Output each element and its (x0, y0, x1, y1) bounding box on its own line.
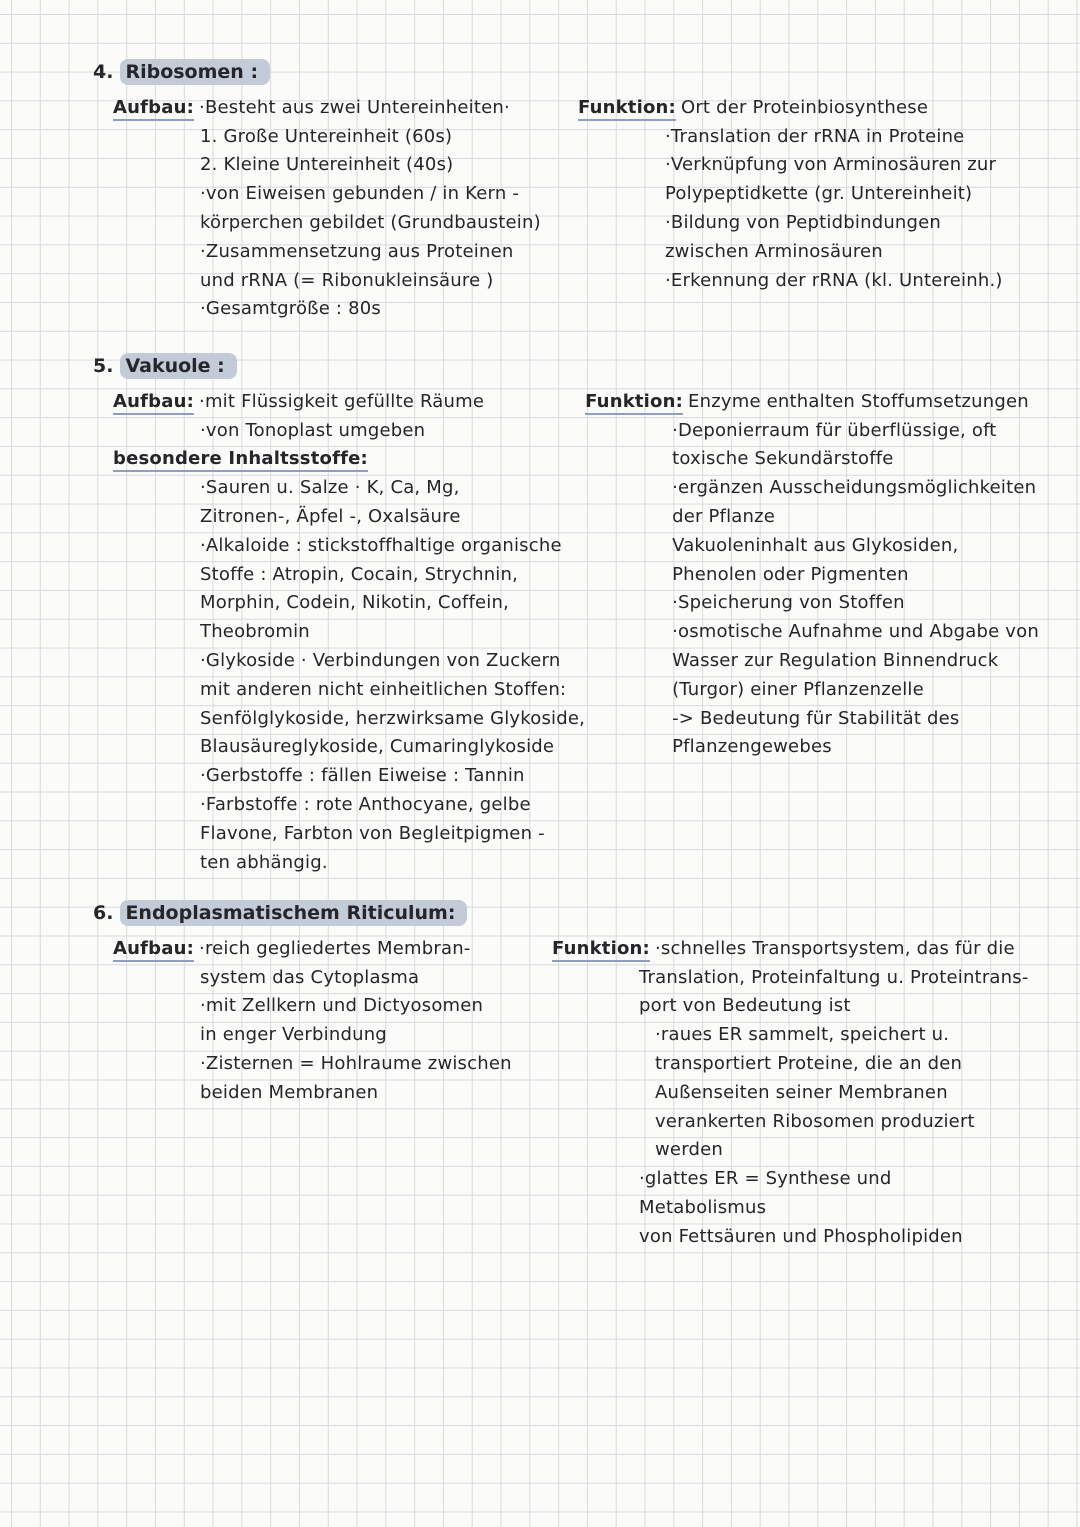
note-line: Polypeptidkette (gr. Untereinheit) (665, 183, 973, 205)
note-line: Außenseiten seiner Membranen (655, 1081, 948, 1103)
section-columns (113, 388, 1080, 878)
note-line: Stoffe : Atropin, Cocain, Strychnin, (200, 563, 519, 585)
note-line: Aufbau: ·mit Flüssigkeit gefüllte Räume (113, 388, 585, 417)
underlined-label: besondere Inhaltsstoffe: (113, 448, 368, 472)
note-line: Flavone, Farbton von Begleitpigmen - (200, 822, 545, 844)
note-line: Senfölglykoside, herzwirksame Glykoside, (200, 707, 586, 729)
note-line: Zitronen-, Äpfel -, Oxalsäure (200, 505, 461, 527)
section-number: 4. (93, 61, 114, 83)
note-line: port von Bedeutung ist (639, 995, 851, 1017)
note-line: ·Speicherung von Stoffen (672, 592, 905, 614)
note-line (113, 445, 585, 474)
note-line: Theobromin (200, 621, 310, 643)
section-number: 6. (93, 902, 114, 924)
note-line: ·Zisternen = Hohlraume zwischen (200, 1052, 512, 1074)
note-line: ·osmotische Aufnahme und Abgabe von (672, 621, 1039, 643)
highlighted-title: Endoplasmatischem Riticulum: (120, 900, 467, 926)
note-line: Funktion: ·schnelles Transportsystem, das für die (552, 935, 1080, 964)
note-line: Wasser zur Regulation Binnendruck (672, 649, 999, 671)
note-line: Phenolen oder Pigmenten (672, 563, 909, 585)
note-line: und rRNA (= Ribonukleinsäure ) (200, 269, 494, 291)
note-line: ten abhängig. (200, 851, 328, 873)
underlined-label: Funktion: (578, 97, 676, 121)
underlined-label: Aufbau: (113, 97, 194, 121)
note-line: ·Bildung von Peptidbindungen (665, 211, 942, 233)
note-line: in enger Verbindung (200, 1024, 387, 1046)
note-line: Aufbau: ·Besteht aus zwei Untereinheiten· (113, 94, 578, 123)
section-vakuole (0, 352, 1080, 877)
highlighted-title: Vakuole : (120, 353, 236, 379)
note-line: beiden Membranen (200, 1081, 379, 1103)
note-line: ·ergänzen Ausscheidungsmöglichkeiten (672, 477, 1037, 499)
note-line: mit anderen nicht einheitlichen Stoffen: (200, 678, 567, 700)
note-line: 2. Kleine Untereinheit (40s) (200, 154, 454, 176)
section-ribosomen (0, 58, 1080, 324)
note-line: ·von Eiweisen gebunden / in Kern - (200, 183, 520, 205)
aufbau-column (113, 94, 578, 324)
note-line: 1. Große Untereinheit (60s) (200, 125, 453, 147)
note-line: ·Verknüpfung von Arminosäuren zur (665, 154, 997, 176)
note-line: werden (655, 1139, 723, 1161)
highlighted-title: Ribosomen : (120, 59, 270, 85)
underlined-label: Aufbau: (113, 391, 194, 415)
note-line: -> Bedeutung für Stabilität des (672, 707, 960, 729)
note-line: ·Farbstoffe : rote Anthocyane, gelbe (200, 793, 531, 815)
aufbau-column (113, 388, 585, 878)
note-line: ·Gesamtgröße : 80s (200, 298, 381, 320)
note-line: Aufbau: ·reich gegliedertes Membran- (113, 935, 552, 964)
note-line: toxische Sekundärstoffe (672, 448, 894, 470)
note-line: Blausäureglykoside, Cumaringlykoside (200, 736, 555, 758)
note-line: ·Erkennung der rRNA (kl. Untereinh.) (665, 269, 1003, 291)
note-line: ·Alkaloide : stickstoffhaltige organische (200, 534, 562, 556)
note-line: der Pflanze (672, 505, 776, 527)
note-line: ·von Tonoplast umgeben (200, 419, 426, 441)
note-line: (Turgor) einer Pflanzenzelle (672, 678, 924, 700)
note-line: Metabolismus (639, 1196, 767, 1218)
note-line: ·Gerbstoffe : fällen Eiweise : Tannin (200, 765, 525, 787)
note-line: ·Zusammensetzung aus Proteinen (200, 240, 514, 262)
aufbau-column (113, 935, 552, 1252)
underlined-label: Aufbau: (113, 938, 194, 962)
note-line: ·Sauren u. Salze · K, Ca, Mg, (200, 477, 460, 499)
section-heading (93, 352, 1080, 381)
note-line: verankerten Ribosomen produziert (655, 1110, 975, 1132)
note-line: Pflanzengewebes (672, 736, 832, 758)
note-line: ·glattes ER = Synthese und (639, 1168, 892, 1190)
section-heading (93, 58, 1080, 87)
funktion-column (578, 94, 1080, 324)
note-line: ·Glykoside · Verbindungen von Zuckern (200, 649, 561, 671)
note-line: ·mit Zellkern und Dictyosomen (200, 995, 484, 1017)
funktion-column (585, 388, 1080, 878)
section-heading (93, 899, 1080, 928)
note-line: Morphin, Codein, Nikotin, Coffein, (200, 592, 509, 614)
note-line: Funktion: Enzyme enthalten Stoffumsetzungen (585, 388, 1080, 417)
note-line: Funktion: Ort der Proteinbiosynthese (578, 94, 1080, 123)
note-line: ·raues ER sammelt, speichert u. (655, 1024, 950, 1046)
section-number: 5. (93, 355, 114, 377)
note-line: ·Deponierraum für überflüssige, oft (672, 419, 997, 441)
note-line: system das Cytoplasma (200, 966, 420, 988)
section-endoplasmatisches-retikulum (0, 899, 1080, 1252)
note-line: zwischen Arminosäuren (665, 240, 883, 262)
underlined-label: Funktion: (552, 938, 650, 962)
note-line: Translation, Proteinfaltung u. Proteintrans- (639, 966, 1029, 988)
note-line: ·Translation der rRNA in Proteine (665, 125, 965, 147)
funktion-column (552, 935, 1080, 1252)
section-columns (113, 935, 1080, 1252)
note-line: Vakuoleninhalt aus Glykosiden, (672, 534, 959, 556)
note-line: transportiert Proteine, die an den (655, 1052, 963, 1074)
note-line: körperchen gebildet (Grundbaustein) (200, 211, 541, 233)
section-columns (113, 94, 1080, 324)
underlined-label: Funktion: (585, 391, 683, 415)
note-line: von Fettsäuren und Phospholipiden (639, 1225, 963, 1247)
